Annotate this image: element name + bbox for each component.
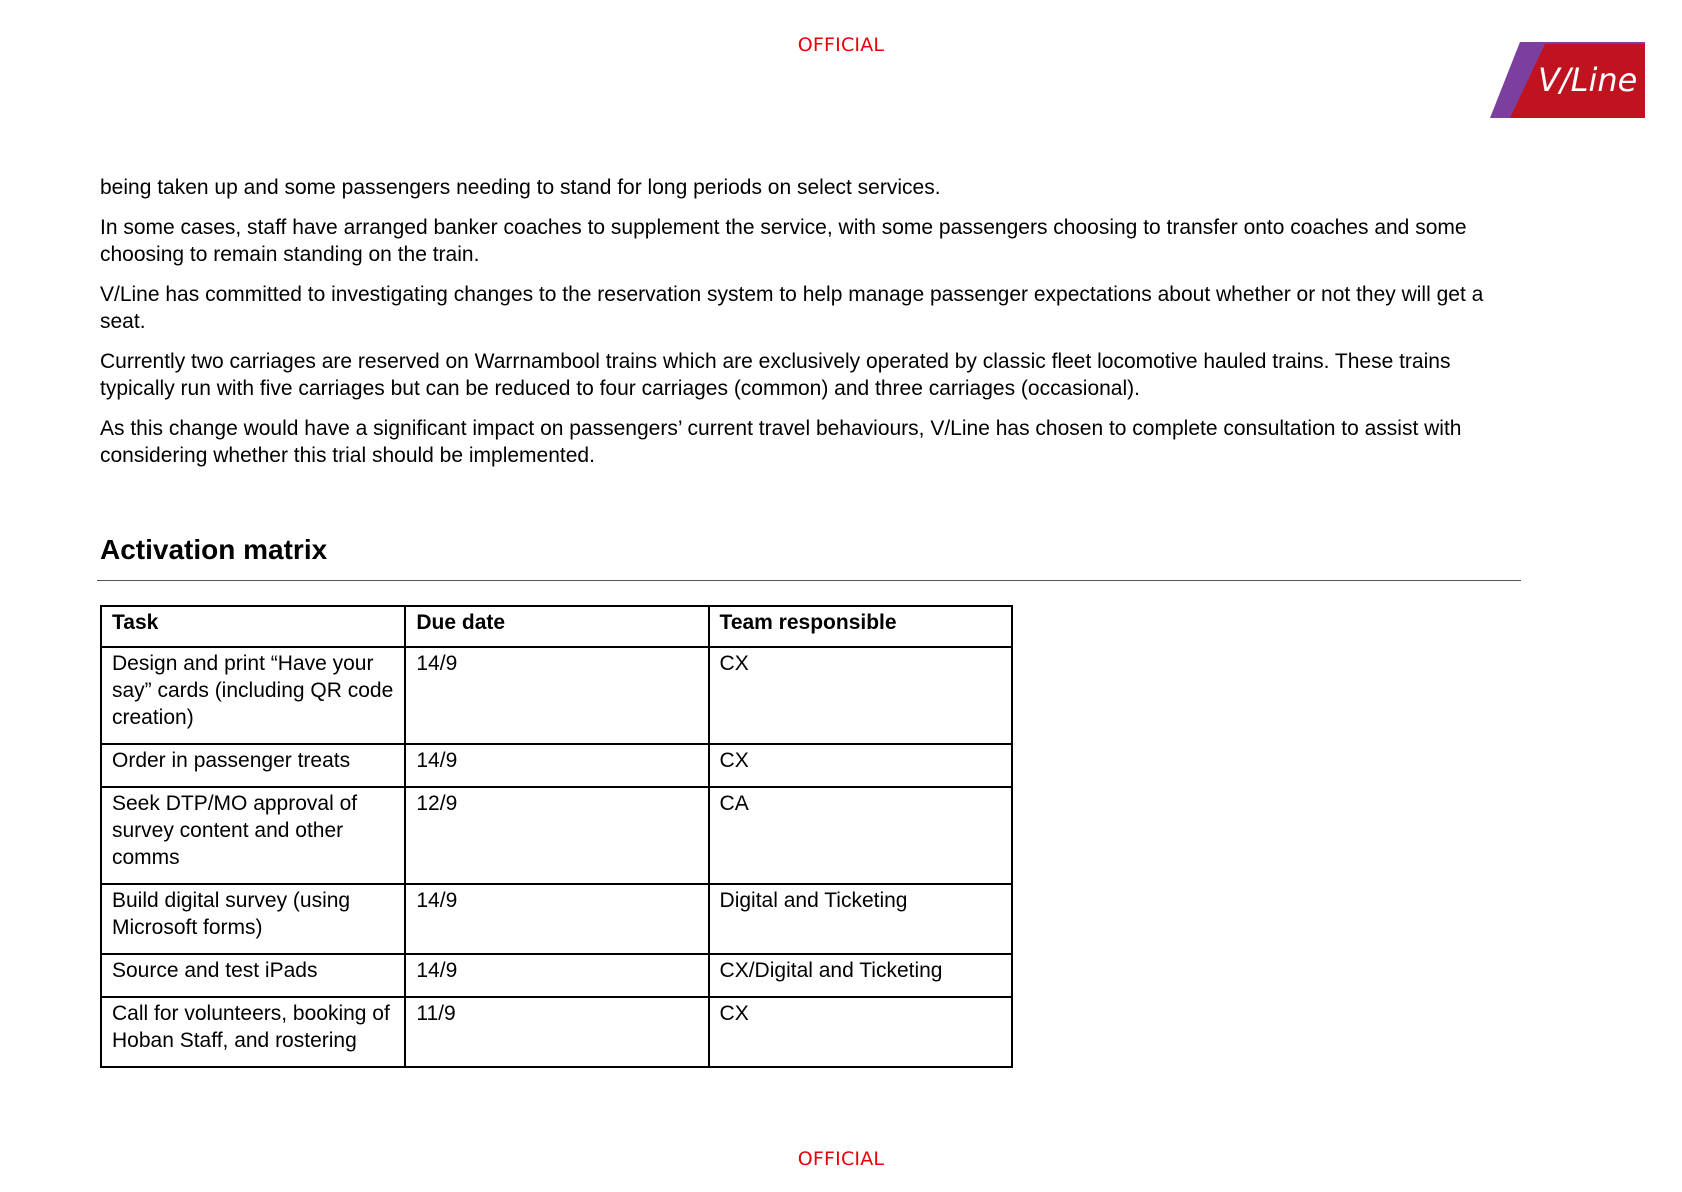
column-header-task: Task xyxy=(101,606,405,647)
table-row xyxy=(101,744,1012,787)
table-row xyxy=(101,954,1012,997)
logo-wordmark: V/Line xyxy=(1538,61,1638,99)
due-date-cell: 14/9 xyxy=(405,884,708,954)
vline-logo-icon xyxy=(1490,42,1645,118)
column-header-due-date: Due date xyxy=(405,606,708,647)
task-cell: Source and test iPads xyxy=(101,954,405,997)
team-cell: CA xyxy=(709,787,1012,884)
table-row xyxy=(101,884,1012,954)
due-date-cell: 14/9 xyxy=(405,744,708,787)
team-cell: Digital and Ticketing xyxy=(709,884,1012,954)
table-row xyxy=(101,647,1012,744)
due-date-cell: 12/9 xyxy=(405,787,708,884)
team-cell: CX/Digital and Ticketing xyxy=(709,954,1012,997)
classification-footer: OFFICIAL xyxy=(797,1148,885,1170)
task-cell: Order in passenger treats xyxy=(101,744,405,787)
table-row xyxy=(101,787,1012,884)
activation-matrix-table xyxy=(100,605,1013,1068)
vline-logo xyxy=(1490,42,1645,118)
team-cell: CX xyxy=(709,647,1012,744)
due-date-cell: 11/9 xyxy=(405,997,708,1067)
paragraph: In some cases, staff have arranged banker coaches to supplement the service, with some passengers choosing to transfer onto coaches and some choosing to remain standing on the train. xyxy=(100,216,1467,266)
paragraph: As this change would have a significant impact on passengers’ current travel behaviours, V/Line has chosen to complete consultation to assist with considering whether this trial should be implemented. xyxy=(100,417,1462,467)
team-cell: CX xyxy=(709,744,1012,787)
task-cell: Seek DTP/MO approval of survey content and other comms xyxy=(101,787,405,884)
heading-divider xyxy=(97,580,1521,581)
paragraph: V/Line has committed to investigating changes to the reservation system to help manage passenger expectations about whether or not they will get a seat. xyxy=(100,283,1484,333)
table-row xyxy=(101,997,1012,1067)
section-heading: Activation matrix xyxy=(100,534,328,565)
due-date-cell: 14/9 xyxy=(405,647,708,744)
due-date-cell: 14/9 xyxy=(405,954,708,997)
team-cell: CX xyxy=(709,997,1012,1067)
body-text xyxy=(100,174,1520,482)
paragraph: being taken up and some passengers needing to stand for long periods on select services. xyxy=(100,176,941,199)
table-header-row xyxy=(101,606,1012,647)
task-cell: Build digital survey (using Microsoft forms) xyxy=(101,884,405,954)
task-cell: Call for volunteers, booking of Hoban Staff, and rostering xyxy=(101,997,405,1067)
classification-header: OFFICIAL xyxy=(797,34,885,56)
column-header-team: Team responsible xyxy=(709,606,1012,647)
paragraph: Currently two carriages are reserved on Warrnambool trains which are exclusively operated by classic fleet locomotive hauled trains. These trains typically run with five carriages but can be reduced to four carriages (common) and three carriages (occasional). xyxy=(100,350,1451,400)
task-cell: Design and print “Have your say” cards (including QR code creation) xyxy=(101,647,405,744)
